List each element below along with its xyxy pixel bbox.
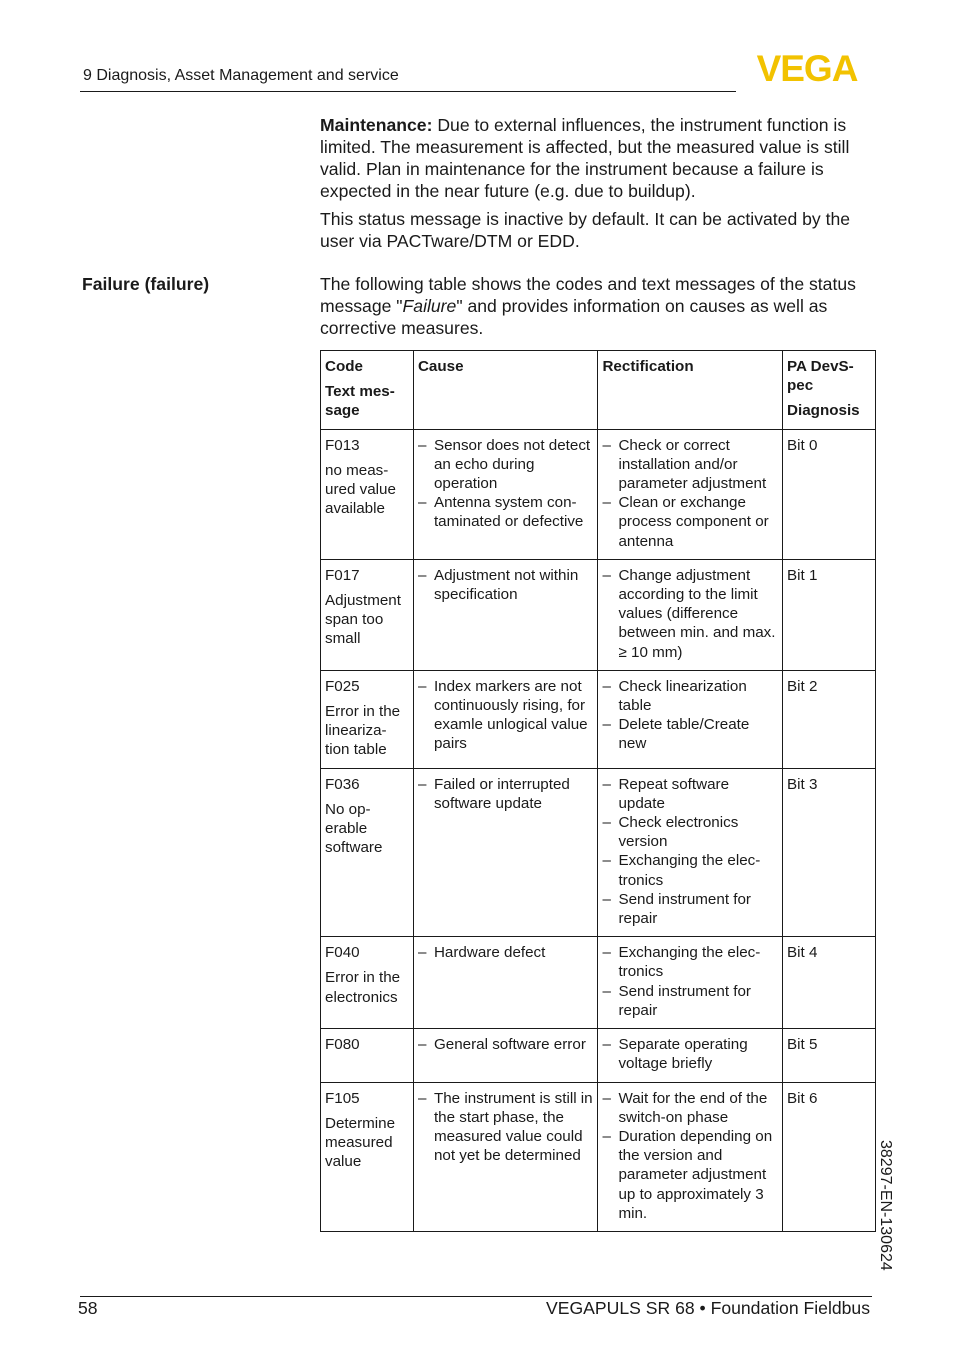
- rectification-list: [602, 1035, 778, 1073]
- rectification-item: – Exchanging the elec- tronics: [602, 943, 778, 981]
- status-code: F080: [325, 1036, 360, 1054]
- cause-list: [418, 1089, 594, 1166]
- header-diagnosis: [783, 351, 876, 430]
- rectification-item: – Repeat software update: [602, 775, 778, 813]
- status-code: F105: [325, 1089, 360, 1107]
- cell-code: [321, 1082, 414, 1231]
- header-divider: [80, 91, 736, 92]
- cause-item: – Index markers are not continuously rising, for examle unlogical value pairs: [418, 677, 594, 754]
- cell-code: [321, 937, 414, 1029]
- rectification-item: – Exchanging the elec- tronics: [602, 851, 778, 889]
- maintenance-label: Maintenance:: [320, 115, 433, 135]
- cell-diagnosis: Bit 5: [783, 1029, 876, 1082]
- cell-cause: [413, 1029, 598, 1082]
- cell-code: [321, 559, 414, 670]
- cause-list: [418, 775, 594, 813]
- cell-diagnosis: Bit 2: [783, 670, 876, 768]
- cell-cause: [413, 1082, 598, 1231]
- logo-wordmark: VEGA: [756, 52, 858, 84]
- cause-list: [418, 677, 594, 754]
- status-message: No op- erable software: [325, 800, 383, 857]
- page-number: 58: [78, 1298, 98, 1318]
- rectification-item: – Check linearization table: [602, 677, 778, 715]
- vega-logo: [740, 52, 874, 84]
- cell-cause: [413, 937, 598, 1029]
- cell-rectification: [598, 1082, 783, 1231]
- failure-intro: [320, 273, 872, 339]
- cell-rectification: [598, 670, 783, 768]
- rectification-list: [602, 677, 778, 754]
- cause-list: [418, 436, 594, 532]
- cause-item: – Failed or interrupted software update: [418, 775, 594, 813]
- rectification-list: [602, 566, 778, 662]
- cell-diagnosis: Bit 3: [783, 768, 876, 937]
- cell-code: [321, 670, 414, 768]
- status-code: F036: [325, 775, 360, 793]
- cell-rectification: [598, 768, 783, 937]
- cell-code: [321, 429, 414, 559]
- cause-list: [418, 566, 594, 604]
- section-header: 9 Diagnosis, Asset Management and service: [83, 67, 399, 84]
- failure-heading: Failure (failure): [82, 274, 210, 294]
- maintenance-text: Due to external influences, the instrument function is limited. The measurement is affected, but the measured value is still valid. Plan in maintenance for the instrument because a failure is expected in the near future (e.g. due to buildup).: [320, 115, 850, 201]
- document-number: 38297-EN-130624: [877, 1140, 894, 1271]
- cell-cause: [413, 670, 598, 768]
- cause-list: [418, 943, 594, 962]
- cause-item: – Hardware defect: [418, 943, 594, 962]
- cause-list: [418, 1035, 594, 1054]
- table-row: [321, 670, 876, 768]
- status-code: F017: [325, 566, 360, 584]
- cause-item: – Sensor does not detect an echo during operation: [418, 436, 594, 494]
- failure-status-table: [320, 350, 876, 1232]
- cell-cause: [413, 559, 598, 670]
- cell-cause: [413, 768, 598, 937]
- table-row: [321, 429, 876, 559]
- cell-diagnosis: Bit 1: [783, 559, 876, 670]
- rectification-item: – Separate operating voltage briefly: [602, 1035, 778, 1073]
- status-code: F025: [325, 677, 360, 695]
- rectification-item: – Duration depending on the version and parameter adjustment up to approximately 3 min.: [602, 1127, 778, 1223]
- header-rectification: Rectification: [598, 351, 783, 430]
- intro-text-end: " and provides information on causes as well as corrective measures.: [320, 296, 828, 338]
- maintenance-note: This status message is inactive by default. It can be activated by the user via PACTware/DTM or EDD.: [320, 209, 851, 251]
- table-body: [321, 429, 876, 1231]
- rectification-item: – Clean or exchange process component or antenna: [602, 493, 778, 551]
- status-code: F040: [325, 944, 360, 962]
- header-cause: Cause: [413, 351, 598, 430]
- cause-item: – General software error: [418, 1035, 594, 1054]
- intro-text-start: The following table shows the codes and text messages of the status message ": [320, 274, 856, 316]
- cell-diagnosis: Bit 6: [783, 1082, 876, 1231]
- intro-failure-term: Failure: [402, 296, 457, 316]
- status-message: no meas- ured value available: [325, 461, 396, 518]
- cell-diagnosis: Bit 0: [783, 429, 876, 559]
- table-row: [321, 768, 876, 937]
- cause-item: – Adjustment not within specification: [418, 566, 594, 604]
- footer-divider: [80, 1296, 872, 1297]
- rectification-list: [602, 436, 778, 551]
- product-name: VEGAPULS SR 68 • Foundation Fieldbus: [546, 1298, 870, 1318]
- maintenance-paragraph: [320, 114, 872, 202]
- status-message: Determine measured value: [325, 1114, 396, 1171]
- cell-rectification: [598, 937, 783, 1029]
- rectification-item: – Check or correct installation and/or parameter adjustment: [602, 436, 778, 494]
- status-code: F013: [325, 436, 360, 454]
- cell-code: [321, 768, 414, 937]
- status-message: Error in the lineariza- tion table: [325, 703, 401, 759]
- rectification-item: – Send instrument for repair: [602, 890, 778, 928]
- cause-item: – The instrument is still in the start phase, the measured value could not yet be determined: [418, 1089, 594, 1166]
- header-devspec-label: PA DevS- pec: [787, 358, 854, 395]
- header-text-message-label: Text mes- sage: [325, 383, 395, 420]
- cell-diagnosis: Bit 4: [783, 937, 876, 1029]
- rectification-list: [602, 1089, 778, 1223]
- cell-rectification: [598, 429, 783, 559]
- cell-cause: [413, 429, 598, 559]
- rectification-list: [602, 943, 778, 1020]
- cell-rectification: [598, 559, 783, 670]
- cell-rectification: [598, 1029, 783, 1082]
- status-message: Adjustment span too small: [325, 592, 401, 648]
- table-header-row: [321, 351, 876, 430]
- cell-code: [321, 1029, 414, 1082]
- rectification-item: – Delete table/Create new: [602, 715, 778, 753]
- rectification-item: – Change adjustment according to the limit values (difference between min. and max. ≥ 10 mm): [602, 566, 778, 662]
- cause-item: – Antenna system con- taminated or defective: [418, 493, 594, 531]
- rectification-item: – Check electronics version: [602, 813, 778, 851]
- status-message: Error in the electronics: [325, 969, 401, 1006]
- rectification-list: [602, 775, 778, 929]
- table-row: [321, 1029, 876, 1082]
- table-row: [321, 559, 876, 670]
- table-row: [321, 937, 876, 1029]
- header-code-label: Code: [325, 358, 363, 375]
- rectification-item: – Wait for the end of the switch-on phase: [602, 1089, 778, 1127]
- header-diagnosis-label: Diagnosis: [787, 402, 860, 420]
- maintenance-section: [320, 114, 872, 258]
- rectification-item: – Send instrument for repair: [602, 982, 778, 1020]
- header-code: [321, 351, 414, 430]
- table-row: [321, 1082, 876, 1231]
